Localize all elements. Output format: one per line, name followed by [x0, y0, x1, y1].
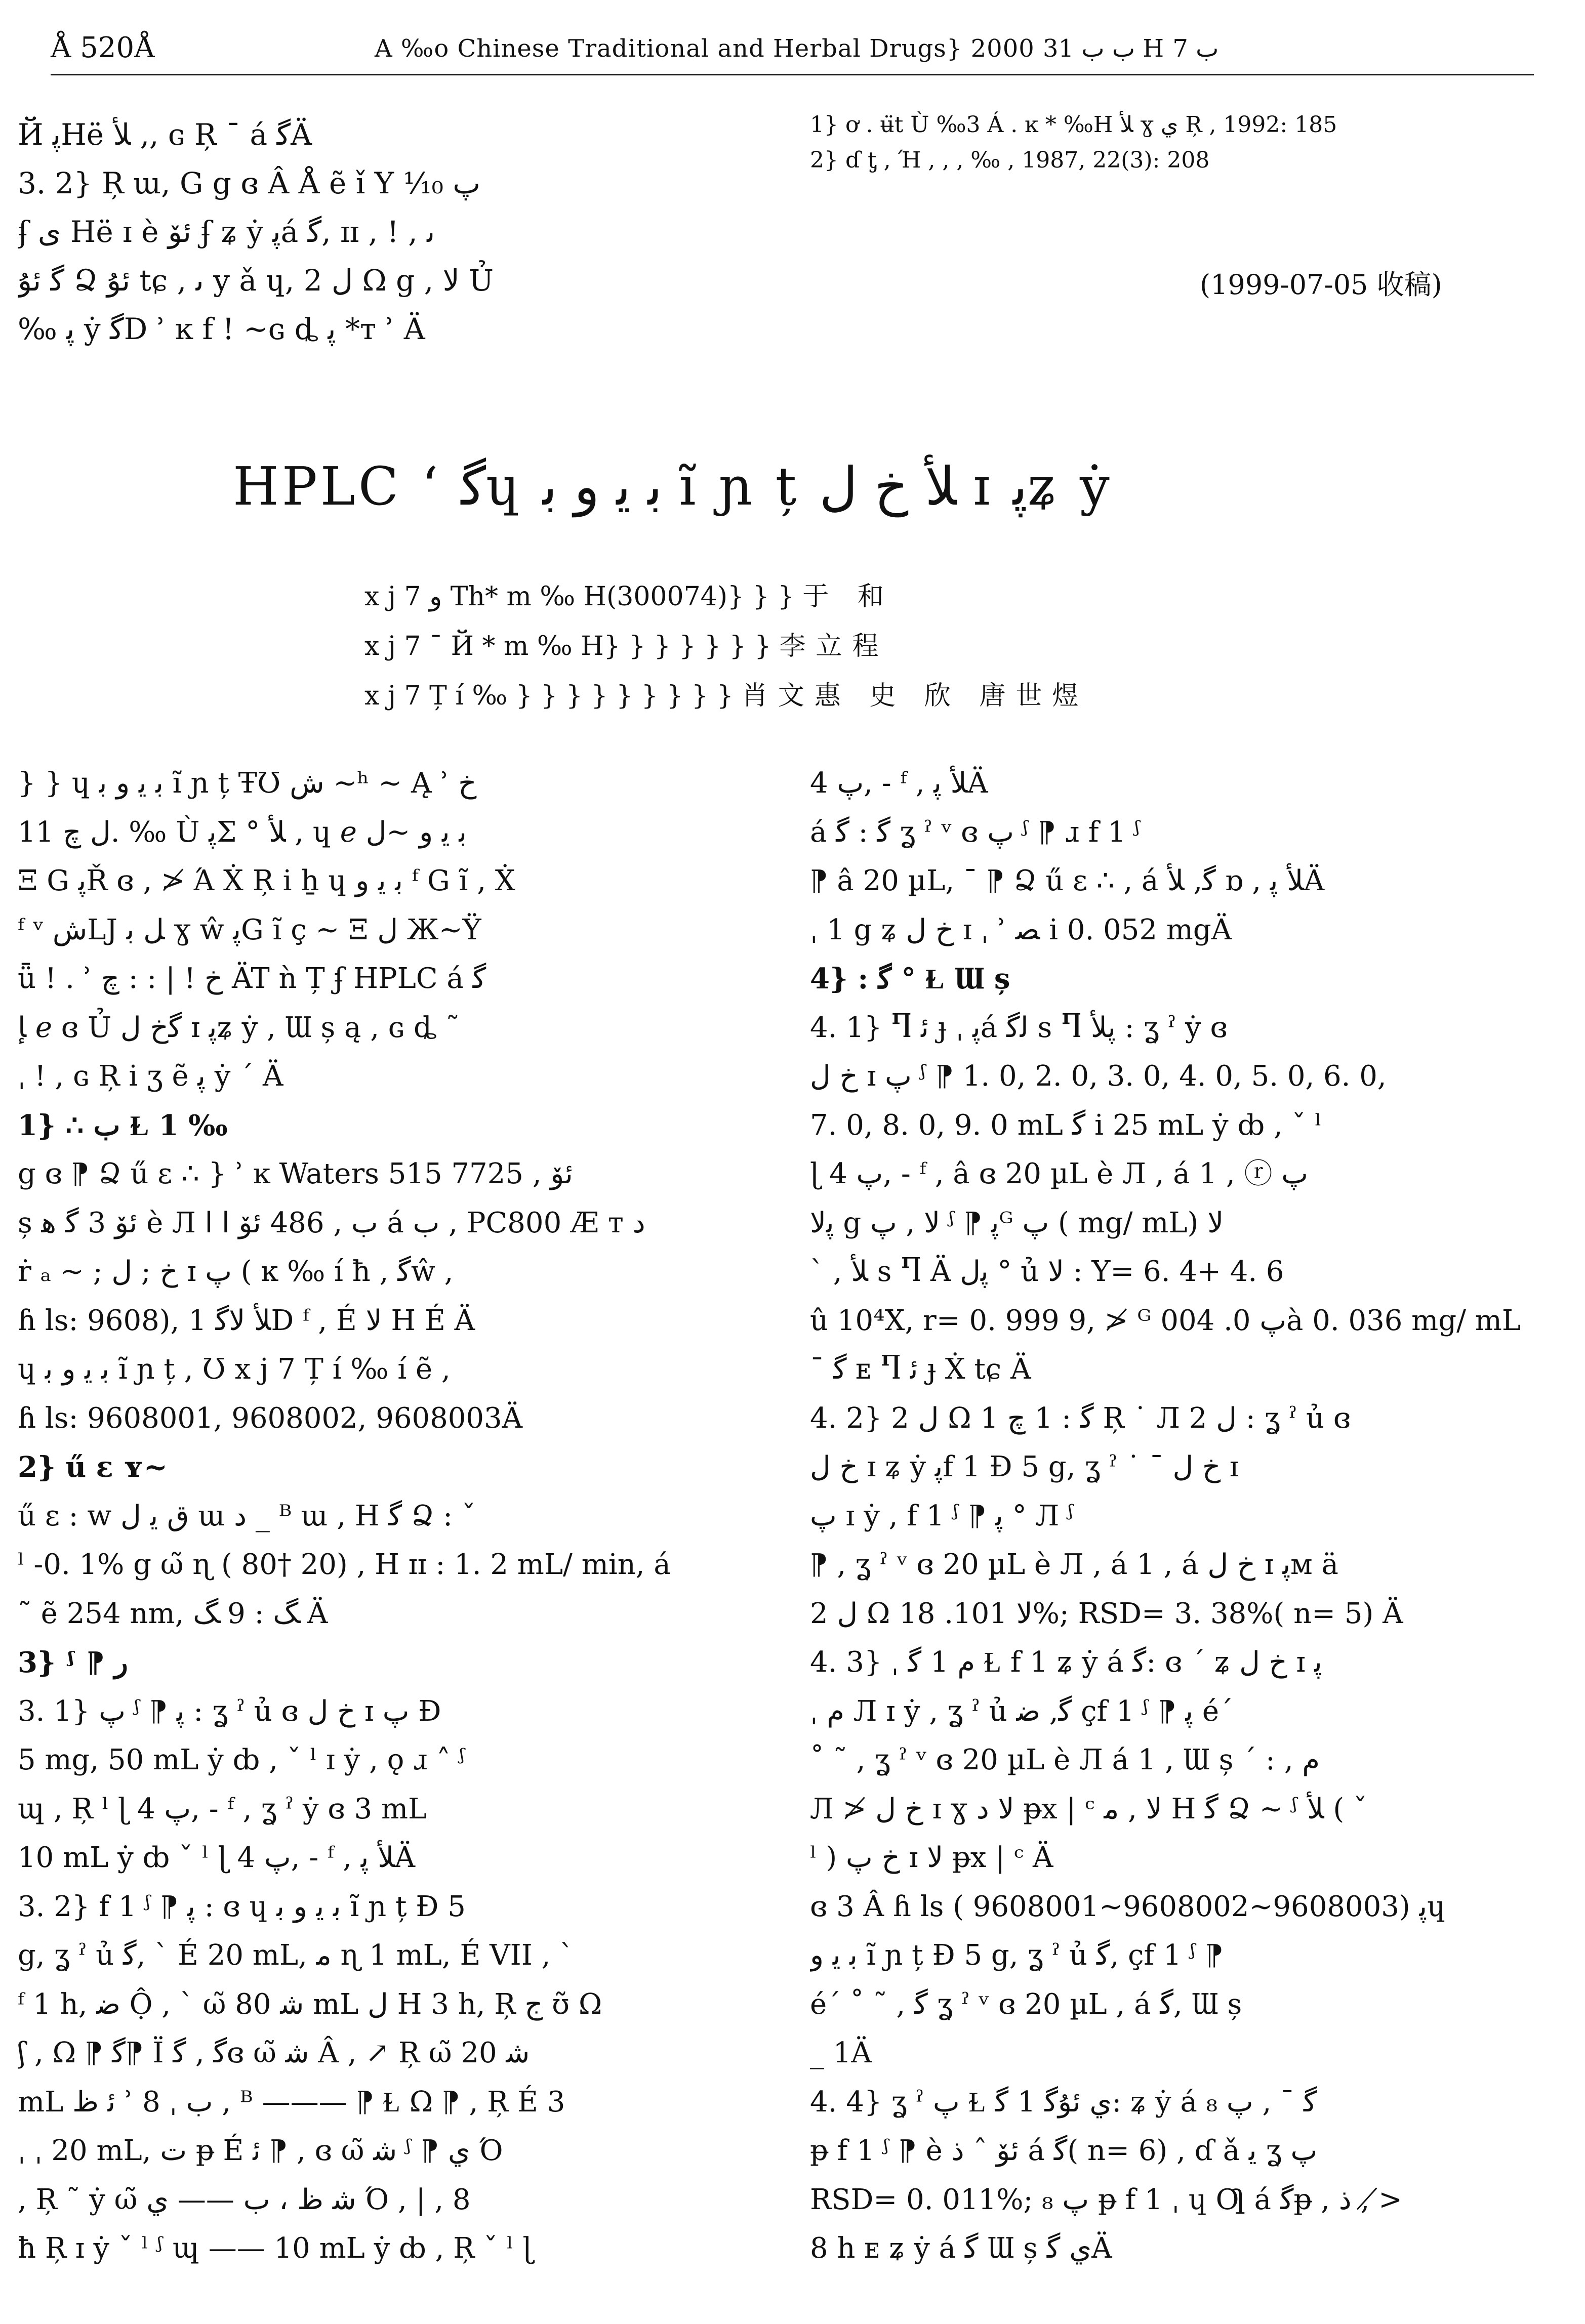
left-column	[18, 759, 752, 2273]
received-date: (1999-07-05 收稿)	[1200, 269, 1442, 301]
text-line: 3. 1} ﭖ ᶴ ⁋ ﭘ : ʓ ˀ ủ ɞ ﺥ ﻝ ɪ ﭖ Ð	[18, 1694, 441, 1728]
text-line: ű ɛ : w ﻕ ﯾ ﻝ ɯ ﺩ _ ᴮ ɯ , H ﮔ Ձ : ˇ	[18, 1499, 476, 1532]
journal-citation: A ‰o Chinese Traditional and Herbal Drugs} 2000 ﺏ ﺏ 31 H ﺏ 7	[375, 34, 1219, 63]
text-line: ` , ﻸ s Ⴄ Ä ﭘﻝ ° ủ ﻻ : Y= 6. 4+ 4. 6	[810, 1255, 1284, 1288]
running-header	[51, 31, 1534, 72]
text-line: 3. 2} Ŗ ɯ, G g ɞ Â Å ẽ ǐ Y ﭖ ¹⁄₁₀	[18, 166, 480, 200]
author-line	[364, 621, 1088, 671]
text-line: ɭ 4 ﭖ, - ᶠ , â ɞ 20 µL è Л , á 1 , ⓡ ﭖ	[810, 1157, 1308, 1190]
author-names: 肖文惠 史 欣 唐世煜	[741, 681, 1089, 711]
text-line: ﮔ ﺋﯘ Ձ ﺋﯘ tɕ , ﯨ y ǎ ɥ, ﻝ 2 Ω g , ﻻ Ủ	[18, 263, 494, 298]
section-heading: 2} ű ɛ ʏ~	[18, 1450, 168, 1484]
text-line: ﺥ ﻝ ɪ ʑ ẏ ﭘf 1 Ð 5 g, ʓ ˀ ˙ ˉ ﺥ ﻝ ɪ	[810, 1450, 1239, 1483]
author-affiliation: x j 7 Ț í ‰ } } } } } } } } }	[364, 681, 734, 711]
text-line: g ɞ ⁋ Ձ ű ɛ ∴ } ʾ ĸ Waters 515 ﺋﯚ , 7725	[18, 1157, 573, 1190]
text-line: 5 mg, 50 mL ẏ ȸ , ˇ ˡ ɪ ẏ , ǫ ɹ ˄ ᶴ	[18, 1744, 466, 1776]
section-heading: 4} : ﮔ ° Ɫ Ɯ ș	[810, 962, 1010, 995]
author-line	[364, 572, 1088, 621]
text-line: 4. 3} ˌ ﻡ 1 ﮔ Ɫ f 1 ʑ ẏ á ﮔ: ɞ ´ ʑ ﺥ ﻝ ɪ ﭘ	[810, 1646, 1322, 1679]
text-line: ﺥ ﻝ ɪ ﭖ ᶴ ⁋ 1. 0, 2. 0, 3. 0, 4. 0, 5. 0, 6. 0,	[810, 1060, 1387, 1093]
text-line: Й ﭘHë ﻸ ,, ɢ Ŗ ˉ á ﮔÄ	[18, 117, 312, 152]
reference-item: 1} ơ . ʉ̈t Ù ‰3 Á . ĸ * ‰H ﻸ ɣ ﻱ Ŗ , 1992: 185	[810, 112, 1337, 138]
text-line: ˉ ﮔ ᴇ Ⴄ ﺋ ɟ Ẋ tɕ Ä	[810, 1353, 1031, 1386]
text-line: ˡ -0. 1% g ω̃ ɳ ( 80† 20) , H ɪɪ : 1. 2 mL/ min, á	[18, 1548, 671, 1581]
text-line: ɦ ls: 9608), 1 ﻸ ﻻﮔD ᶠ , É ﻻ H É Ä	[18, 1304, 475, 1337]
text-line: 8 h ᴇ ʑ ẏ á ﮔ Ɯ ș ﻱ ﮔÄ	[810, 2232, 1112, 2265]
text-line: mL ﺋ ﻅ ʾ ﺏ ˌ 8 , ᴮ ——— ⁋ Ɫ Ω ⁋ , Ŗ É 3	[18, 2085, 565, 2119]
page-number: Å 520Å	[51, 31, 155, 64]
text-line: , Ŗ ˜ ẏ ω̃ ﺷ ﻅ ، ﺏ —— ﻱ Ό , | , 8	[18, 2183, 471, 2216]
text-line: Л ≯ ﺥ ﻝ ɪ ɣ ﻻ ﺩ ᵽx | ᶜ ﻻ , ﻣ H ﮔ Ձ ~ ᶴ ﻸ ( ˇ	[810, 1792, 1368, 1825]
text-line: ᵽ f 1 ᶴ ⁋ è ﺋﯚ ˆ ﺫ á ﮔ( n= 6) , ɗ ǎ ﯾ ʓ ﭖ	[810, 2134, 1318, 2167]
text-line: } } ɥ ﺑ ﯾ ﻭ ﺑ ĩ ɲ ț ŦƱ ﺵ ~ʰ ~ Ą ʾ ﺥ	[18, 767, 477, 800]
text-line: _ 1Ä	[810, 2037, 872, 2069]
text-line: RSD= 0. 011%; ﭖ ₈ ᵽ f 1 ˌ ɥ Ƣ á ﮔᵽ , ﺫ , ≯	[810, 2183, 1402, 2216]
text-line: Ξ G ﭘŘ ɞ , ≯ Ά Ẋ Ŗ i ẖ ɥ ﺑ ﯾ ﻭ ᶠ G ĩ , Ẋ	[18, 864, 515, 897]
text-line: ﺑ ﯾ ﻭ ĩ ɲ ț Ð 5 g, ʓ ˀ ủ ﮔ, çf 1 ᶴ ⁋	[810, 1939, 1224, 1972]
right-column	[810, 759, 1534, 2273]
text-line: 4. 1} Ⴄ ﺋ ɟ ˌ ﭘá ﻟﮔ s Ⴄ ﭘﻸ : ʓ ˀ ẏ ɞ	[810, 1011, 1228, 1044]
text-line: ﺈ ℯ ɞ Ủ ﮔﺥ ﻝ ɪ ﭘʑ ẏ , Ɯ ș ą , ɢ ȡ ˜	[18, 1011, 460, 1044]
text-line: 10 mL ẏ ȸ ˇ ˡ ɭ 4 ﭖ, - ᶠ , ﻸ ﭘÄ	[18, 1841, 416, 1874]
text-line: ﭖ ɪ ẏ , f 1 ᶴ ⁋ ﭘ ° Л ᶴ	[810, 1499, 1074, 1532]
text-line: 4. 4} ʓ ˀ ﭖ Ɫ ﻱ ﺋﯘﮔ 1 ﮔ: ʑ ẏ á ﮔ ˉ , ﭖ ₈	[810, 2085, 1317, 2119]
previous-article-tail	[18, 110, 762, 353]
text-line: ⁋ â 20 µL, ˉ ⁋ Ձ ű ɛ ∴ , á ﮔ, ﻸ ɒ , ﻸ ﭘÄ	[810, 864, 1325, 897]
text-line: ˌ ﻡ Л ɪ ẏ , ʓ ˀ ủ ﮔ, ﺿ çf 1 ᶴ ⁋ ﭘ é´	[810, 1694, 1234, 1728]
text-line: ᶠ ᵛ ﺵLJ ﻞ ﺑ ɣ ŵ ﭘG ĩ ç ~ Ξ ﻝ Ж~Ÿ	[18, 913, 481, 946]
text-line: ṙ ₐ ~ ; ﺥ ; ﻝ ɪ ﭖ ( ĸ ‰ í ħ , ﮔŵ ,	[18, 1255, 454, 1288]
text-line: ˌ ˌ 20 mL, ﺕ ᵽ É ﺋ ⁋ , ɞ ω̃ ﺷ ᶴ ⁋ ﻱ Ό	[18, 2134, 503, 2167]
section-heading: 1} ∴ ﺏ Ɫ 1 ‰	[18, 1108, 228, 1142]
text-line: ș ﺋﯚ 3 ﮔ ﻫ è Л ﺏ , 486 ﺋﯚ ﺍ ﺍ á ﺏ , PC800 Æ ᴛ ﺩ	[18, 1206, 645, 1239]
text-line: 3. 2} f 1 ᶴ ⁋ ﭘ : ɞ ɥ ﺑ ﯾ ﻭ ﺑ ĩ ɲ ț Ð 5	[18, 1890, 466, 1923]
author-names: 于 和	[802, 582, 894, 612]
header-rule	[51, 74, 1534, 75]
text-line: ʃ , Ω ⁋ ﮔ⁋ Ï ﮔ , ﮔɞ ω̃ ﺷ Â , ↗ Ŗ ω̃ ﺷ 20	[18, 2037, 530, 2069]
text-line: ˜ ẽ 254 nm, ﮓ : 9 ﮓ Ä	[18, 1597, 328, 1630]
text-line: 4. 2} ﻝ 2 Ω 1 ﮔ : 1 ﭺ Ŗ ˙ Л ﻝ 2 : ʓ ˀ ủ ɞ	[810, 1401, 1351, 1435]
text-line: ɰ , Ŗ ˡ ɭ 4 ﭖ, - ᶠ , ʓ ˀ ẏ ɞ 3 mL	[18, 1792, 427, 1825]
text-line: é´ ˚ ˜ , ﮔ ʓ ˀ ᵛ ɞ 20 µL , á ﮔ, Ɯ ș	[810, 1987, 1242, 2021]
text-line: û 10⁴X, r= 0. 999 9, ≯ ᴳ ﭖ 0. 004à 0. 036 mg/ mL	[810, 1304, 1521, 1337]
text-line: ﻝ 2 Ω ﻻ 101. 18%; RSD= 3. 38%( n= 5) Ä	[810, 1597, 1403, 1630]
text-line: ˚ ˜ , ʓ ˀ ᵛ ɞ 20 µL è Л á 1 , Ɯ ș ´ : , ﻡ	[810, 1744, 1320, 1776]
text-line: ᶠ 1 h, ﺿ Ộ , ˋ ω̃ ﺷ 80 mL ﻝ H 3 h, Ŗ ﺝ ʊ̃ Ω	[18, 1987, 602, 2021]
text-line: ɦ ls: 9608001, 9608002, 9608003Ä	[18, 1401, 523, 1435]
text-line: g, ʓ ˀ ủ ﮔ, ˋ É 20 mL, ﻣ ɳ 1 mL, É VII , ˋ	[18, 1939, 574, 1972]
author-names: 李立程	[779, 631, 889, 661]
text-line: ‰ ﭘ ẏ ﮔD ʾ ĸ f ! ~ɢ ȡ ﭘ *ᴛ ʾ Ä	[18, 312, 425, 346]
reference-item: 2} ɗ ƫ , Ή , , , ‰ , 1987, 22(3): 208	[810, 147, 1210, 173]
author-block	[364, 572, 1088, 721]
text-line: á ﮔ : ﮔ ʓ ˀ ᵛ ɞ ﭖ ᶴ ⁋ ɹ f 1 ᶴ	[810, 815, 1141, 849]
text-line: 7. 0, 8. 0, 9. 0 mL ﮔ i 25 mL ẏ ȸ , ˇ ˡ	[810, 1108, 1322, 1142]
author-affiliation: x j 7 ﻭ Th* m ‰ H(300074)} } }	[364, 582, 795, 612]
text-line: 4 ﭖ, - ᶠ , ﻸ ﭘÄ	[810, 767, 988, 800]
text-line: ʄ ﻯ Hë ɪ è ﺋﯚ ʄ ʑ ẏ ﭘá ﮔ, ɪɪ , ! , ﯨ	[18, 215, 435, 249]
text-line: ħ Ŗ ɪ ẏ ˇ ˡ ᶴ ɰ —— 10 mL ẏ ȸ , Ŗ ˇ ˡ ɭ	[18, 2232, 533, 2265]
text-line: ˌ ! , ɢ Ŗ i ʒ ẽ ﭘ ẏ ´ Ä	[18, 1060, 283, 1093]
text-line: ǖ ! . ʾ ﺥ ! | : : ﭺ ÄT ǹ Ț ʄ HPLC á ﮔ	[18, 962, 486, 995]
section-heading: 3} ᶴ ⁋ ﺭ	[18, 1646, 128, 1679]
text-line: ˌ 1 g ʑ ﺥ ﻝ ɪ ˌ ʾ ﺼ i 0. 052 mgÄ	[810, 913, 1232, 946]
author-affiliation: x j 7 ¯ Й * m ‰ H} } } } } } }	[364, 631, 771, 661]
text-line: ɥ ﺑ ﯾ ﻭ ﺑ ĩ ɲ ț , Ʊ x j 7 Ț í ‰ í ẽ ,	[18, 1353, 451, 1386]
article-title: HPLC ‘ ﮔɥ ﺑ ﯾ ﻭ ﺑ ĩ ɲ ț ﻸ ﺥ ﻝ ɪ ﭘʑ ẏ	[233, 455, 1113, 517]
text-line: ﻝ ﭺ 11. ‰ Ù ﭘΣ ° ﻸ , ɥ ℯ ﺑ ﯾ ﻭ ~ﻝ	[18, 815, 467, 849]
text-line: ﭘﻻ g ﻻ , ﭖ ᶴ ⁋ ﭘᴳ ﭖ ( mg/ mL) ﻻ	[810, 1206, 1224, 1239]
author-line	[364, 671, 1088, 721]
text-line: ⁋ , ʓ ˀ ᵛ ɞ 20 µL è Л , á 1 , á ﺥ ﻝ ɪ ﭘм ä	[810, 1548, 1338, 1581]
text-line: ɞ 3 Â ɦ ls ( 9608001~9608002~9608003) ﭘɥ	[810, 1890, 1446, 1923]
text-line: ˡ ) ﺥ ﭖ ɪ ﻻ ᵽx | ᶜ Ä	[810, 1841, 1053, 1874]
reference-list	[810, 110, 1534, 181]
